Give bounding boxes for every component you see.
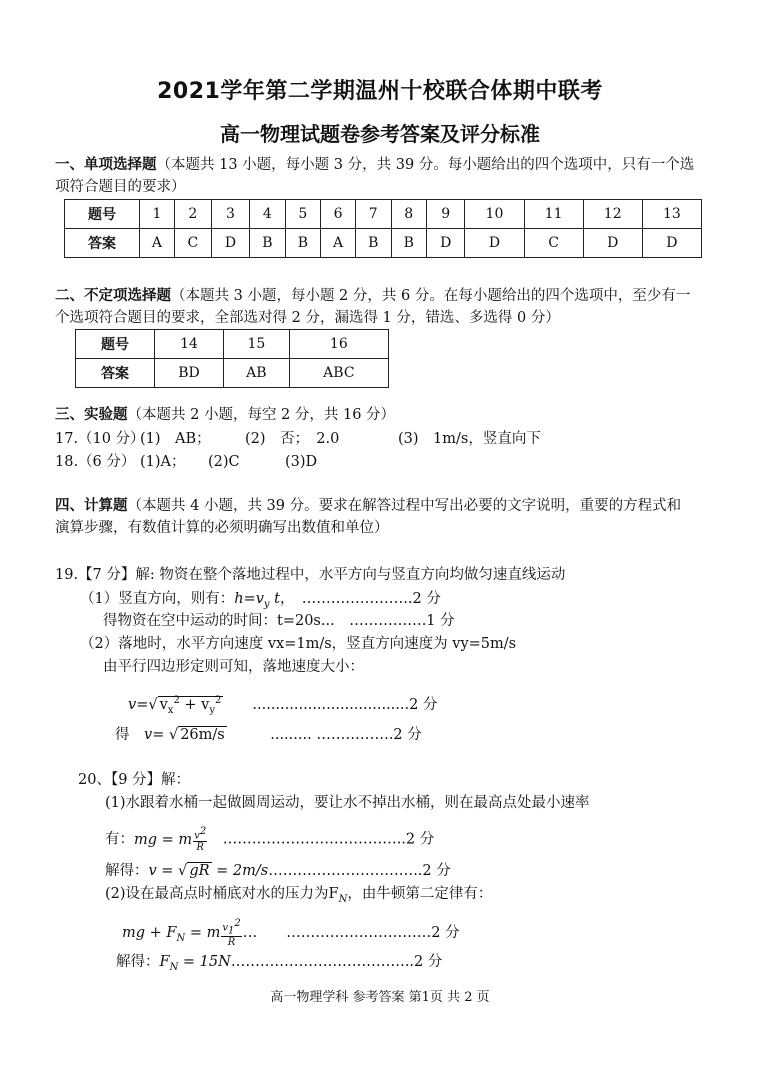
q20-line2-dots: ………………………………..2 分 (222, 831, 435, 848)
page-subtitle: 高一物理试题卷参考答案及评分标准 (220, 122, 540, 146)
q20-line1: (1)水跟着水桶一起做圆周运动，要让水不掉出水桶，则在最高点处最小速率 (105, 795, 590, 811)
question-number-cell: 16 (289, 330, 388, 359)
q20-line4-post: ，由牛顿第二定律有： (347, 886, 493, 902)
q17-part2: (2) 否； 2.0 (245, 431, 340, 447)
table-row-label-question: 题号 (76, 330, 155, 359)
q20-line2 (105, 826, 434, 853)
q19-formula-v: v (128, 696, 137, 713)
answer-cell: C (174, 229, 211, 258)
q19-line2: 得物资在空中运动的时间：t=20s... …………….1 分 (103, 613, 455, 629)
question-number-cell: 4 (250, 200, 285, 229)
page-footer: 高一物理学科 参考答案 第1页 共 2 页 (270, 990, 490, 1005)
question-number-cell: 14 (155, 330, 224, 359)
section1-header (55, 154, 715, 198)
q18-label: 18.（6 分） (55, 454, 136, 470)
q20-line5: mg + $F_N = m$ $\frac{v12}{R}$ … …………………………2 分 (122, 918, 460, 949)
q19-line6: 得 v= √ 26m/s ......... …………….2 分 (115, 727, 422, 743)
q20-intro: 20、【9 分】解： (78, 772, 191, 788)
section3-heading: 三、实验题 (55, 407, 128, 423)
q19-line6-dots: ......... …………….2 分 (270, 727, 422, 743)
section2-heading: 二、不定项选择题 (55, 288, 171, 304)
section1-desc-line1: （本题共 13 小题，每小题 3 分，共 39 分。每小题给出的四个选项中，只有一个选 (156, 157, 695, 173)
q20-line3-prefix: 解得： (105, 863, 149, 879)
q19-line3: （2）落地时，水平方向速度 vx=1m/s，竖直方向速度为 vy=5m/s (80, 636, 517, 652)
table-row-label-answer: 答案 (76, 359, 155, 388)
answer-cell: D (642, 229, 701, 258)
q20-line2-prefix: 有： (105, 831, 134, 848)
q19-line5: v=√ $v_x^2 + v_y^2$ ..................................2 分 (128, 695, 438, 716)
q18-part3: (3)D (285, 454, 318, 470)
page-title: 2021学年第二学期温州十校联合体期中联考 (157, 79, 603, 104)
question-number-cell: 9 (426, 200, 464, 229)
answer-cell: D (465, 229, 524, 258)
q20-formula-newton: mg + $F_N = m$ $\frac{v12}{R}$ (122, 918, 241, 949)
section2-desc-line2: 个选项符合题目的要求，全部选对得 2 分，漏选得 1 分，错选、多选得 0 分） (55, 310, 560, 326)
answer-cell: D (211, 229, 249, 258)
q18-part2: (2)C (208, 454, 240, 470)
q20-subscript-n: N (338, 893, 348, 905)
q19-intro: 19.【7 分】解: 物资在整个落地过程中，水平方向与竖直方向均做匀速直线运动 (55, 567, 566, 583)
q20-line4-text: (2)设在最高点时桶底对水的压力为F (105, 886, 339, 902)
answer-cell: D (426, 229, 464, 258)
question-number-cell: 15 (224, 330, 290, 359)
q17-part1: (1) AB； (140, 431, 211, 447)
answer-cell: D (583, 229, 642, 258)
q19-line4: 由平行四边形定则可知，落地速度大小： (103, 659, 364, 675)
q20-line5-dots: …………………………2 分 (286, 925, 460, 942)
question-number-cell: 11 (524, 200, 583, 229)
answer-cell: A (140, 229, 175, 258)
q20-line3-dots: …………………………..2 分 (268, 863, 451, 879)
answer-cell: C (524, 229, 583, 258)
answer-cell: B (250, 229, 285, 258)
section2-answer-table (75, 329, 389, 388)
question-number-cell: 5 (285, 200, 320, 229)
q19-sqrt-expression: $v_x^2 + v_y^2$ (159, 695, 222, 716)
q20-formula-fn: $F_N = 15N$ (159, 954, 231, 973)
section2-header (55, 285, 715, 329)
q20-formula-mg: mg = m $\frac{v2}{R}$ (134, 826, 207, 854)
q19-line1-text: （1）竖直方向，则有： (80, 591, 235, 607)
section4-heading: 四、计算题 (55, 498, 128, 514)
q19-line1-dots: …………………..2 分 (301, 591, 441, 607)
q20-line4 (105, 883, 492, 911)
q20-line3 (105, 860, 451, 882)
q20-formula-v: v = √ gR = 2m/s (148, 863, 269, 879)
answer-cell: ABC (289, 359, 388, 388)
q17-part3: (3) 1m/s，竖直向下 (398, 431, 541, 447)
question-number-cell: 12 (583, 200, 642, 229)
q20-line6-prefix: 解得： (116, 954, 160, 970)
q20-line6-dots: ………………………………..2 分 (230, 954, 443, 970)
answer-cell: B (356, 229, 391, 258)
section2-desc-line1: （本题共 3 小题，每小题 2 分，共 6 分。在每小题给出的四个选项中，至少有一 (171, 288, 691, 304)
q19-line5-dots: ..................................2 分 (252, 696, 438, 713)
question-number-cell: 7 (356, 200, 391, 229)
table-row-label-answer: 答案 (65, 229, 140, 258)
q20-line6 (116, 951, 442, 979)
section1-desc-line2: 项符合题目的要求） (55, 179, 186, 195)
q19-result-value: 26m/s (180, 727, 225, 743)
question-number-cell: 13 (642, 200, 701, 229)
answer-cell: A (321, 229, 356, 258)
section1-heading: 一、单项选择题 (55, 157, 157, 173)
table-row-label-question: 题号 (65, 200, 140, 229)
section4-header (55, 495, 715, 539)
q19-v-symbol: v (144, 727, 153, 743)
section1-answer-table (64, 199, 702, 258)
answer-cell: BD (155, 359, 224, 388)
section4-desc-line1: （本题共 4 小题，共 39 分。要求在解答过程中写出必要的文字说明，重要的方程式和 (127, 498, 682, 514)
question-number-cell: 6 (321, 200, 356, 229)
answer-cell: B (391, 229, 426, 258)
q19-line1: （1）竖直方向，则有：$h=v_y$ t， …………………..2 分 (80, 591, 441, 610)
q19-formula-h: $h=v_y$ t (234, 591, 281, 610)
question-number-cell: 1 (140, 200, 175, 229)
q18-part1: (1)A； (140, 454, 186, 470)
section4-desc-line2: 演算步骤，有数值计算的必须明确写出数值和单位） (55, 520, 389, 536)
section3-desc: （本题共 2 小题，每空 2 分，共 16 分） (127, 407, 396, 423)
question-number-cell: 10 (465, 200, 524, 229)
q19-line6-prefix: 得 (115, 727, 130, 743)
q17-label: 17.（10 分） (55, 431, 145, 447)
question-number-cell: 3 (211, 200, 249, 229)
section3-header (55, 404, 395, 426)
answer-cell: AB (224, 359, 290, 388)
question-number-cell: 2 (174, 200, 211, 229)
answer-cell: B (285, 229, 320, 258)
question-number-cell: 8 (391, 200, 426, 229)
